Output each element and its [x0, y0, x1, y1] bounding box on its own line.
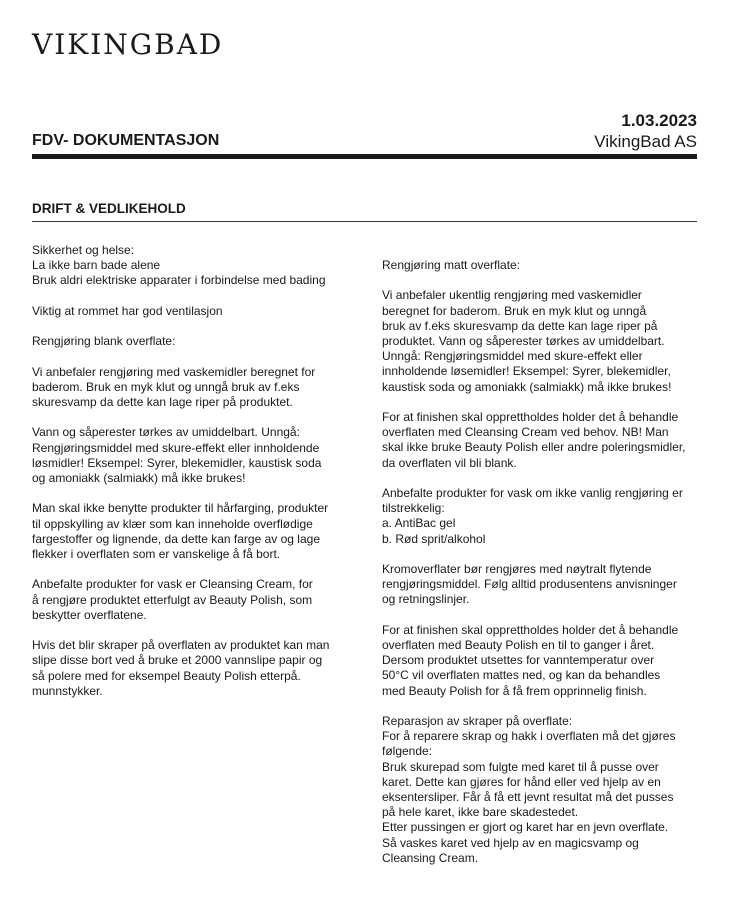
section-title: DRIFT & VEDLIKEHOLD: [32, 201, 186, 216]
document-title: FDV- DOKUMENTASJON: [32, 132, 220, 149]
text-line: så polere med for eksempel Beauty Polish etterpå.: [32, 668, 301, 683]
text-line: løsmidler! Eksempel: Syrer, blekemidler, kaustisk soda: [32, 455, 322, 470]
text-line: skuresvamp da dette kan lage riper på produktet.: [32, 394, 293, 409]
text-line: Kromoverflater bør rengjøres med nøytralt flytende: [382, 562, 652, 576]
text-line: og amoniakk (salmiakk) må ikke brukes!: [32, 470, 246, 485]
paragraph: [32, 334, 352, 349]
text-line: fargestoffer og lignende, da dette kan farge av og lage: [32, 531, 320, 546]
text-line: baderom. Bruk en myk klut og unngå bruk av f.eks: [32, 379, 300, 394]
text-line: flekker i overflaten som er vanskelige å få bort.: [32, 546, 281, 561]
text-line: beregnet for baderom. Bruk en myk klut og unngå: [382, 303, 647, 318]
paragraph: [382, 288, 700, 394]
paragraph: [382, 410, 700, 471]
paragraph: [32, 577, 352, 623]
paragraph: [32, 638, 352, 699]
paragraph: [32, 304, 352, 319]
text-line: med Beauty Polish for å få frem opprinnelig finish.: [382, 683, 647, 698]
text-line: Bruk skurepad som fulgte med karet til å pusse over: [382, 759, 659, 774]
text-line: Man skal ikke benytte produkter til hårfarging, produkter: [32, 501, 329, 516]
paragraph: [32, 365, 352, 411]
text-line: b. Rød sprit/alkohol: [382, 531, 486, 546]
paragraph: [382, 714, 700, 866]
text-line: Reparasjon av skraper på overflate:: [382, 714, 573, 728]
text-line: Vi anbefaler rengjøring med vaskemidler beregnet for: [32, 364, 316, 379]
text-line: Hvis det blir skraper på overflaten av produktet kan man: [32, 638, 330, 653]
text-line: innholdende løsemidler! Eksempel: Syrer, blekemidler,: [382, 364, 671, 379]
text-line: Unngå: Rengjøringsmiddel med skure-effekt eller: [382, 349, 643, 364]
text-line: La ikke barn bade alene: [32, 258, 161, 273]
text-line: overflaten med Beauty Polish en til to ganger i året.: [382, 638, 655, 652]
text-line: Dersom produktet utsettes for vanntemperatur over: [382, 653, 655, 668]
text-line: rengjøringsmiddel. Følg alltid produsentens anvisninger: [382, 577, 677, 592]
text-line: Rengjøring matt overflate:: [382, 258, 521, 272]
text-line: Viktig at rommet har god ventilasjon: [32, 303, 223, 318]
text-line: 50°C vil overflaten mattes ned, og kan da behandles: [382, 668, 661, 683]
text-line: Bruk aldri elektriske apparater i forbindelse med bading: [32, 273, 326, 288]
header-divider: [32, 154, 697, 159]
left-column: [32, 243, 352, 714]
paragraph: [382, 258, 700, 273]
text-line: på hele karet, ikke bare skadestedet.: [382, 805, 579, 820]
paragraph: [382, 623, 700, 699]
text-line: Rengjøringsmiddel med skure-effekt eller innholdende: [32, 440, 320, 455]
text-line: bruk av f.eks skuresvamp da dette kan lage riper på: [382, 318, 658, 333]
section-divider: [32, 221, 697, 222]
text-line: Anbefalte produkter for vask om ikke vanlig rengjøring er: [382, 486, 683, 500]
text-line: For at finishen skal opprettholdes holder det å behandle: [382, 410, 679, 424]
right-column: [382, 258, 700, 881]
text-line: kaustisk soda og amoniakk (salmiakk) må ikke brukes!: [382, 379, 672, 394]
text-line: eksentersliper. Får å få ett jevnt resultat må det pusses: [382, 790, 674, 805]
paragraph: [382, 562, 700, 608]
text-line: Anbefalte produkter for vask er Cleansing Cream, for: [32, 577, 313, 592]
text-line: produktet. Vann og såperester tørkes av umiddelbart.: [382, 334, 665, 348]
text-line: skal ikke bruke Beauty Polish eller andre poleringsmidler,: [382, 440, 686, 455]
text-line: slipe disse bort ved å bruke et 2000 vannslipe papir og: [32, 653, 323, 668]
text-line: beskytter overflatene.: [32, 607, 147, 622]
text-line: Så vaskes karet ved hjelp av en magicsvamp og: [382, 835, 639, 850]
text-line: følgende:: [382, 744, 433, 759]
text-line: For å reparere skrap og hakk i overflaten må det gjøres: [382, 729, 676, 744]
text-line: a. AntiBac gel: [382, 516, 456, 531]
text-line: Rengjøring blank overflate:: [32, 334, 176, 349]
paragraph: [32, 425, 352, 486]
text-line: tilstrekkelig:: [382, 501, 445, 516]
company-logo: VIKINGBAD: [32, 28, 224, 61]
text-line: Sikkerhet og helse:: [32, 243, 135, 257]
text-line: karet. Dette kan gjøres for hånd eller ved hjelp av en: [382, 774, 661, 789]
text-line: og retningslinjer.: [382, 592, 470, 607]
text-line: Vi anbefaler ukentlig rengjøring med vaskemidler: [382, 288, 642, 303]
text-line: Etter pussingen er gjort og karet har en jevn overflate.: [382, 820, 669, 835]
text-line: For at finishen skal opprettholdes holder det å behandle: [382, 622, 679, 637]
text-line: Cleansing Cream.: [382, 850, 479, 865]
text-line: da overflaten vil bli blank.: [382, 455, 517, 470]
text-line: munnstykker.: [32, 683, 103, 698]
company-name: VikingBad AS: [594, 132, 697, 151]
paragraph: [32, 243, 352, 289]
text-line: å rengjøre produktet etterfulgt av Beauty Polish, som: [32, 592, 313, 607]
paragraph: [382, 486, 700, 547]
text-line: Vann og såperester tørkes av umiddelbart. Unngå:: [32, 425, 300, 440]
paragraph: [32, 501, 352, 562]
text-line: til oppskylling av klær som kan inneholde overflødige: [32, 516, 313, 531]
document-date: 1.03.2023: [621, 111, 697, 130]
text-line: overflaten med Cleansing Cream ved behov. NB! Man: [382, 425, 669, 440]
